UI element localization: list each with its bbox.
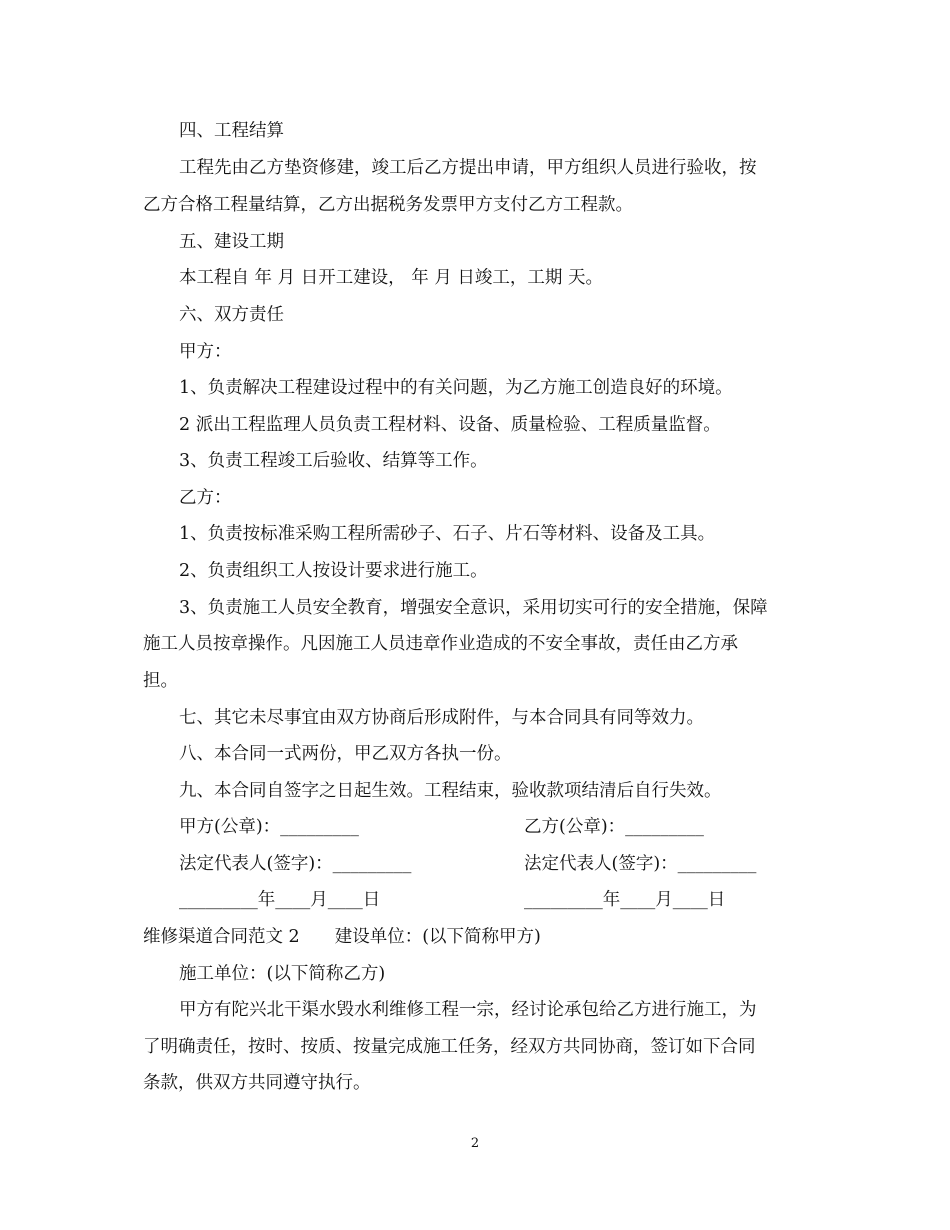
party-b-label: 乙方： bbox=[179, 488, 232, 508]
paragraph-line: 本工程自 年 月 日开工建设， 年 月 日竣工，工期 天。 bbox=[179, 268, 603, 288]
list-item: 1、负责解决工程建设过程中的有关问题，为乙方施工创造良好的环境。 bbox=[179, 378, 733, 398]
clause-seven: 七、其它未尽事宜由双方协商后形成附件，与本合同具有同等效力。 bbox=[179, 708, 704, 728]
clause-eight: 八、本合同一式两份，甲乙双方各执一份。 bbox=[179, 744, 512, 764]
page-number: 2 bbox=[470, 1136, 480, 1151]
section-heading-responsibilities: 六、双方责任 bbox=[179, 305, 284, 325]
paragraph-line: 条款，供双方共同遵守执行。 bbox=[143, 1073, 371, 1093]
party-a-seal: 甲方(公章)：_________ bbox=[179, 817, 359, 837]
paragraph-line: 担。 bbox=[143, 671, 178, 691]
party-b-date: _________年____月____日 bbox=[524, 890, 726, 910]
paragraph-line: 施工人员按章操作。凡因施工人员违章作业造成的不安全事故，责任由乙方承 bbox=[143, 634, 738, 654]
section-heading-period: 五、建设工期 bbox=[179, 232, 284, 252]
party-a-representative: 法定代表人(签字)：_________ bbox=[179, 854, 412, 874]
contractor-line: 施工单位：(以下简称乙方) bbox=[179, 964, 386, 984]
list-item: 1、负责按标准采购工程所需砂子、石子、片石等材料、设备及工具。 bbox=[179, 524, 716, 544]
list-item: 2 派出工程监理人员负责工程材料、设备、质量检验、工程质量监督。 bbox=[179, 415, 721, 435]
party-a-date: _________年____月____日 bbox=[179, 890, 381, 910]
paragraph-line: 甲方有陀兴北干渠水毁水利维修工程一宗，经讨论承包给乙方进行施工，为 bbox=[179, 1000, 757, 1020]
party-b-representative: 法定代表人(签字)：_________ bbox=[524, 854, 757, 874]
list-item: 2、负责组织工人按设计要求进行施工。 bbox=[179, 561, 488, 581]
paragraph-line: 乙方合格工程量结算，乙方出据税务发票甲方支付乙方工程款。 bbox=[143, 195, 633, 215]
list-item: 3、负责工程竣工后验收、结算等工作。 bbox=[179, 451, 488, 471]
party-b-seal: 乙方(公章)：_________ bbox=[524, 817, 704, 837]
section-heading-settlement: 四、工程结算 bbox=[179, 121, 284, 141]
contract-2-heading: 维修渠道合同范文 2 建设单位：(以下简称甲方) bbox=[143, 927, 541, 947]
clause-nine: 九、本合同自签字之日起生效。工程结束，验收款项结清后自行失效。 bbox=[179, 781, 722, 801]
paragraph-line: 工程先由乙方垫资修建，竣工后乙方提出申请，甲方组织人员进行验收，按 bbox=[179, 158, 757, 178]
party-a-label: 甲方： bbox=[179, 342, 232, 362]
list-item: 3、负责施工人员安全教育，增强安全意识，采用切实可行的安全措施，保障 bbox=[179, 598, 768, 618]
paragraph-line: 了明确责任，按时、按质、按量完成施工任务，经双方共同协商，签订如下合同 bbox=[143, 1037, 756, 1057]
